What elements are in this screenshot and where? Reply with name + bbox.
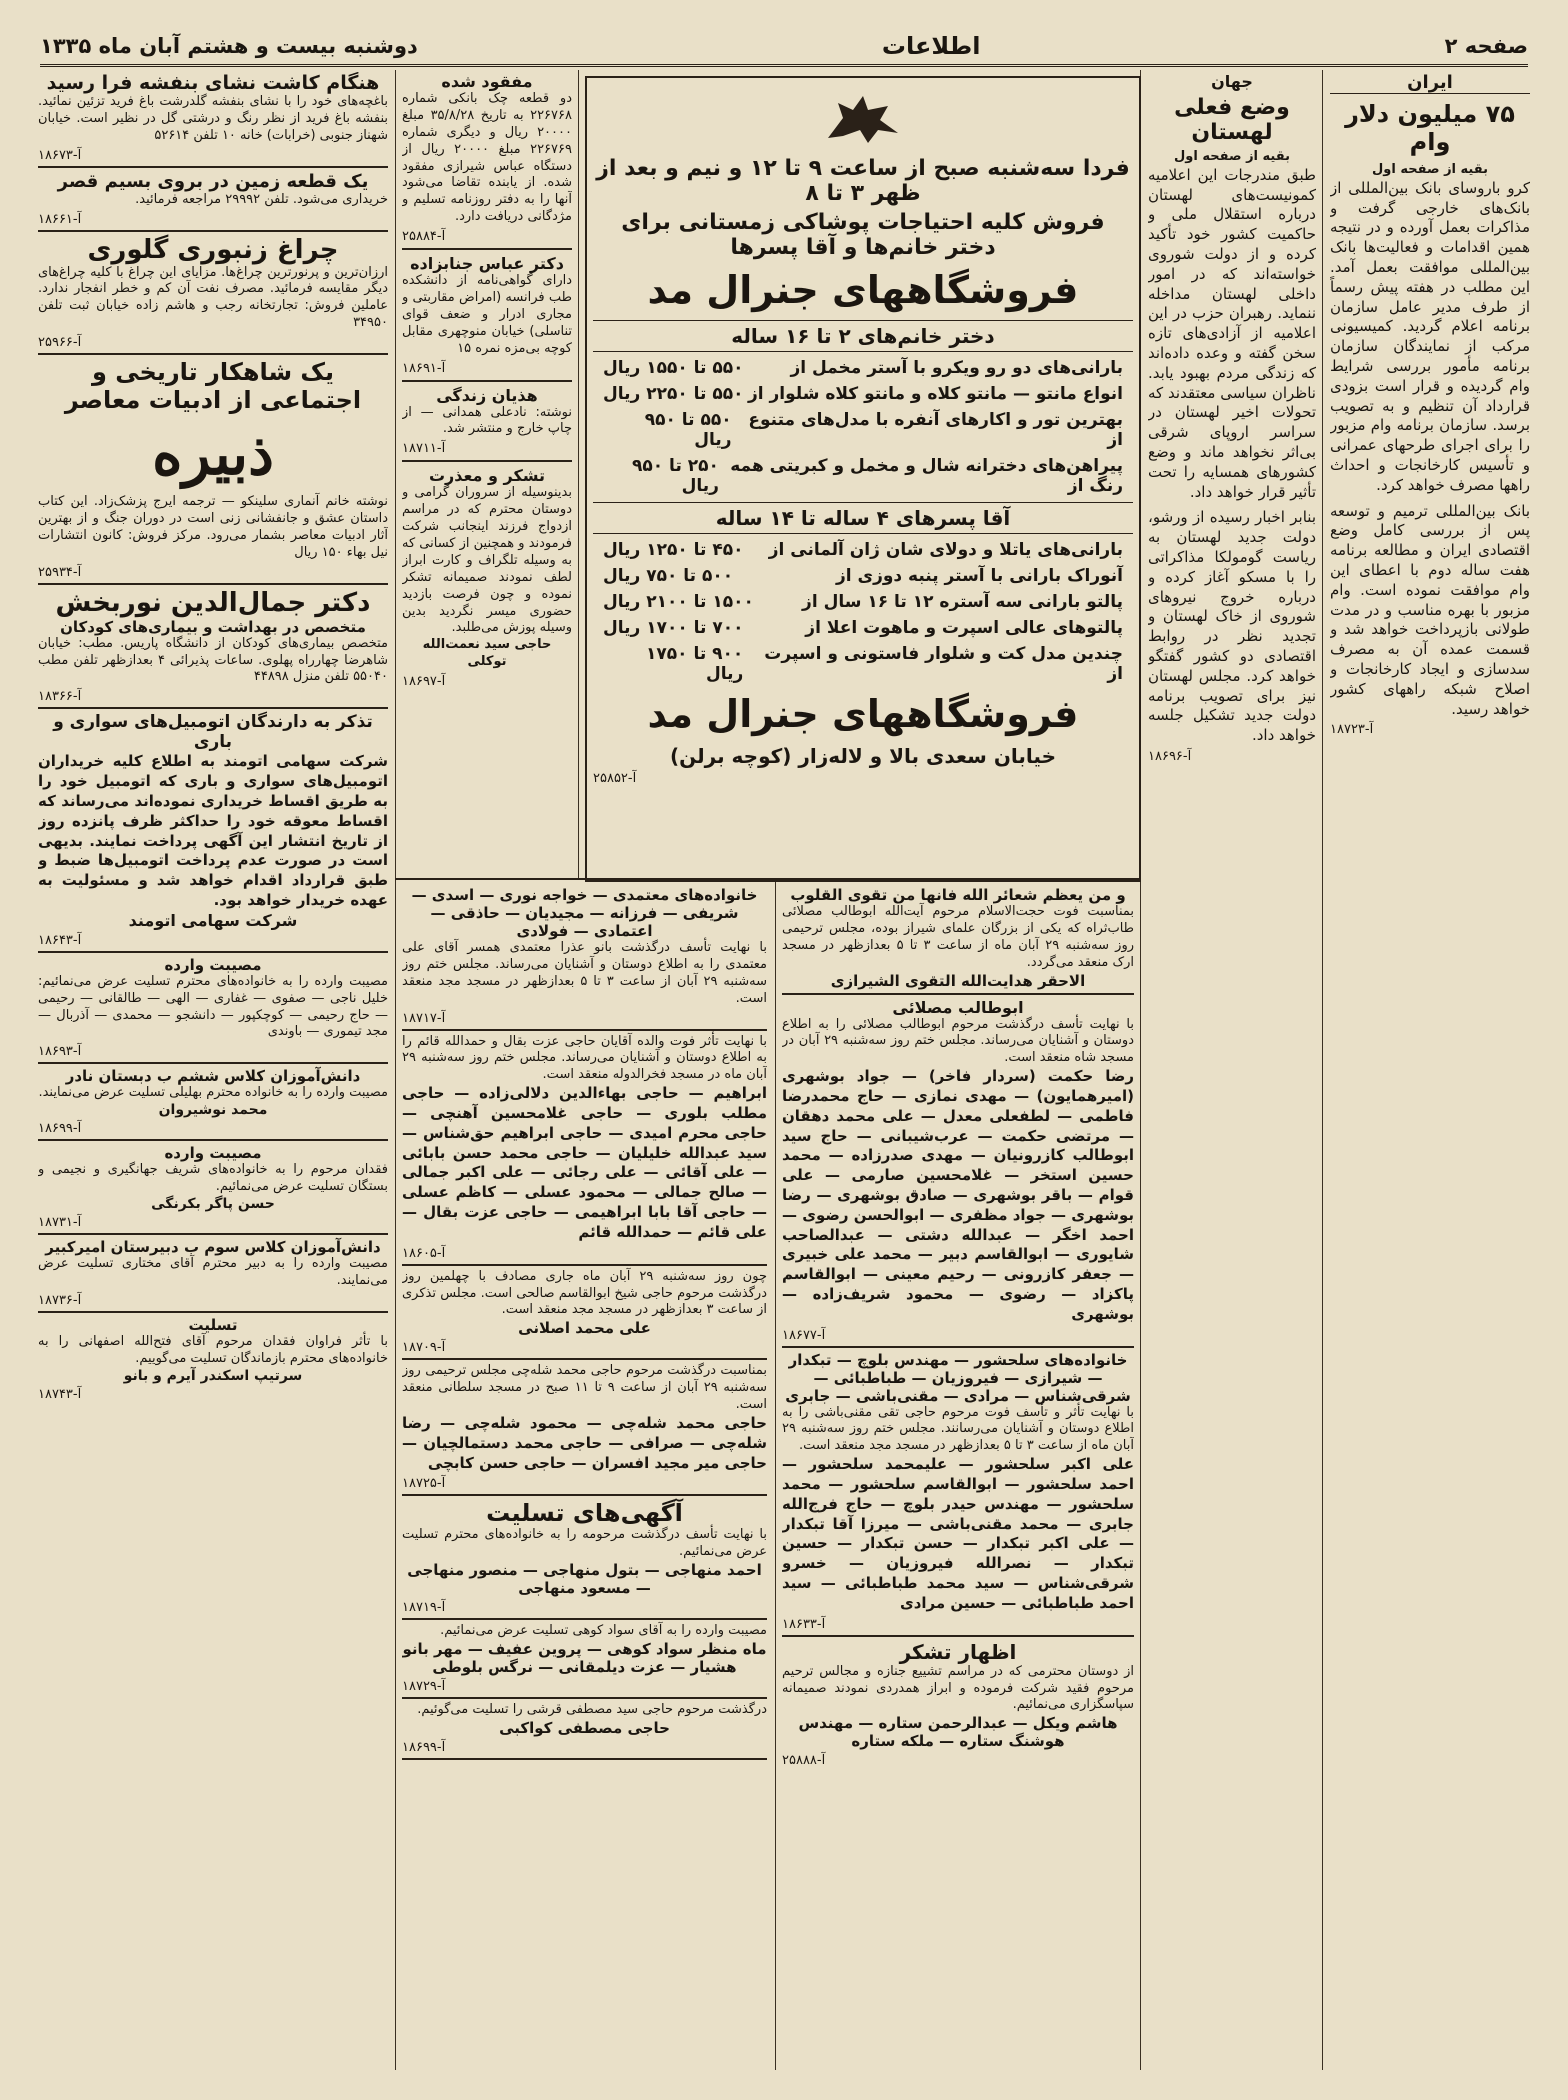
price-item: پالتوهای عالی اسپرت و ماهوت اعلا از [805,618,1123,638]
notice-body: دارای گواهی‌نامه از دانشکده طب فرانسه (امراض مقاربتی و مجاری ادرار و ضعف قوای تناسلی) خیابان منوچهری مقابل کوچه بی‌مزه نمره ۱۵ [402,273,572,356]
notice-body: با تأثر فراوان فقدان مرحوم آقای فتح‌الله اصفهانی را به خانواده‌های محترم بازماندگان تسلیت می‌گوییم. [38,1333,388,1366]
ad-reference: آ-۱۸۶۹۶ [1148,749,1192,764]
notice-title: و من یعظم شعائر الله فانها من تقوی القلوب [790,886,1126,904]
mourner-names: حاجی محمد شله‌چی — محمود شله‌چی — رضا شله‌چی — صرافی — حاجی محمد دستمالچیان — حاجی میر مجید افسران — حاجی حسن کابچی [402,1413,767,1472]
ad-title: یک قطعه زمین در بروی بسیم قصر [57,170,369,192]
notice-body: فقدان مرحوم را به خانواده‌های شریف جهانگیری و نجیمی و بستگان تسلیت عرض می‌نمائیم. [38,1162,388,1195]
price-row [603,456,1123,496]
ad-body: نوشته خانم آنماری سلینکو — ترجمه ایرج پزشک‌زاد. این کتاب داستان عشق و جانفشانی زنی است در دوران جنگ و از بهترین آثار ادبیات معاصر بشمار می‌رود. مرکز فروش: کانون انتشارات نیل بهاء ۱۵۰ ریال [38,494,388,560]
store-address: خیابان سعدی بالا و لاله‌زار (کوچه برلن) [669,744,1056,768]
divider [402,460,572,462]
griffin-logo-icon [593,88,1133,148]
notice-title: تسلیت [188,1315,238,1334]
ad-reference: آ-۱۸۶۹۱ [402,360,446,376]
notice-signature: احمد منهاجی — بتول منهاجی — منصور منهاجی — مسعود منهاجی [407,1561,762,1598]
notice-body: با نهایت تأثر فوت والده آقایان حاجی عزت بقال و حمدالله قائم را به اطلاع دوستان و آشنایان می‌رساند. مجلس ختم روز سه‌شنبه ۲۹ آبان ماه در مسجد فخرالدوله منعقد است. [402,1033,767,1083]
ad-reference: آ-۱۸۷۲۹ [402,1679,446,1695]
divider [402,1029,767,1031]
column-rule [775,880,776,2070]
price-value: ۵۰۰ تا ۷۵۰ ریال [603,566,734,586]
ad-title: هنگام کاشت نشای بنفشه فرا رسید [46,72,380,94]
price-row [603,566,1123,586]
price-list-boys [593,540,1133,684]
article-body: کرو باروسای بانک بین‌المللی از بانک‌های خارجی گرفت و مذاکرات بعمل آورده و در نتیجه همین اقدامات و فعالیت‌ها بانک بین‌المللی موافقت بعمل آمد. این مطلب در هفته پیش رسماً از طرف مدیر عامل سازمان برنامه اعلام گردید. کمیسیونی مرکب از نمایندگان سازمان برنامه مأمور بررسی شرایط وام گردیده و قرار است بزودی قرارداد آن تنظیم و به تصویب برسد. سازمان برنامه وام مزبور را برای اجرای طرحهای عمرانی و تأسیس کارخانجات و احداث راهها مصرف خواهد کرد. [1330,178,1530,494]
book-title: ذبیره [152,420,274,489]
general-mod-ad [585,76,1141,882]
notice-signature: حسن پاگر بکرنگی [151,1195,275,1212]
left-ads-column [38,72,388,2062]
price-item: بارانی‌های دو رو ویکرو با آستر مخمل از [790,358,1123,378]
price-row [603,592,1123,612]
divider [402,1618,767,1620]
notice-title: مصیبت وارده [164,1144,262,1163]
ad-reference: آ-۱۸۶۴۳ [38,932,82,948]
section-label: جهان [1211,72,1253,91]
ad-reference: آ-۱۸۷۱۱ [402,441,446,457]
mourner-names: علی اکبر سلحشور — علیمحمد سلحشور — احمد سلحشور — ابوالقاسم سلحشور — محمد سلحشور — مهندس حیدر بلوچ — حاج فرج‌الله جابری — محمد مقنی‌باشی — میرزا آقا تبکدار — علی اکبر تبکدار — حسن تبکدار — حسین تبکدار — نصرالله فیروزیان — خسرو شرقی‌شناس — سید محمد طباطبائی — سید احمد طباطبائی — حسین مرادی [782,1455,1134,1612]
notice-body: چون روز سه‌شنبه ۲۹ آبان ماه جاری مصادف با چهلمین روز درگذشت مرحوم حاجی شیخ ابوالقاسم صالحی است. مجلس تذکری از ساعت ۳ بعدازظهر در مسجد مجد منعقد است. [402,1268,767,1318]
notice-signature: محمد نوشیروان [158,1102,268,1119]
notice-body: بدینوسیله از سروران گرامی و دوستان محترم که در مراسم ازدواج فرزند اینجانب شرکت فرمودند و همچنین از کسانی که به وسیله تلگراف و کارت ابراز لطف نمودند صمیمانه تشکر نموده و چون فرصت بازدید حضوری میسر نگردید بدین وسیله پوزش می‌طلبد. [402,485,572,636]
notice-body: با نهایت تأثر و تأسف فوت مرحوم حاجی تقی مقنی‌باشی را به اطلاع دوستان و آشنایان می‌رسانند. مجلس ختم روز سه‌شنبه ۲۹ آبان ماه از ساعت ۳ تا ۵ بعدازظهر در مسجد مجد منعقد است. [782,1404,1134,1454]
masthead [40,28,1528,67]
continued-note: بقیه از صفحه اول [1372,162,1488,177]
ad-reference: آ-۱۸۶۹۹ [38,1121,82,1137]
price-row [603,358,1123,378]
divider [402,380,572,382]
ad-reference: آ-۱۸۷۲۳ [1330,722,1374,738]
price-item: چندین مدل کت و شلوار فاستونی و اسپرت از [764,644,1123,684]
divider [782,1346,1134,1348]
ad-reference: آ-۱۸۶۹۹ [402,1739,446,1755]
section-divider [395,878,1140,880]
price-list-girls [593,358,1133,496]
iran-column [1330,72,1530,2062]
ad-subheading: دختر خانم‌های ۲ تا ۱۶ ساله [593,320,1133,352]
notice-body: مصیبت وارده را به خانواده محترم بهلیلی تسلیت عرض می‌نمایند. [38,1085,388,1101]
notices-narrow-column [402,72,572,872]
price-value: ۲۵۰ تا ۹۵۰ ریال [632,456,719,496]
price-value: ۹۰۰ تا ۱۷۵۰ ریال [646,644,744,684]
ad-body: متخصص بیماری‌های کودکان از دانشگاه پاریس. مطب: خیابان شاهرضا چهارراه پهلوی. ساعات پذیرائی ۴ بعدازظهر تلفن مطب ۵۵۰۴۰ تلفن منزل ۴۴۸۹۸ [38,635,388,685]
price-item: آنوراک بارانی با آستر پنبه دوزی از [835,566,1123,586]
notice-signature: سرتیپ اسکندر آیرم و بانو [123,1367,303,1384]
price-item: پیراهن‌های دخترانه شال و مخمل و کبریتی همه رنگ از [730,456,1123,496]
divider [38,707,388,709]
ad-reference: آ-۱۸۶۰۵ [402,1245,446,1261]
divider [402,1358,767,1360]
mourner-names: ابراهیم — حاجی بهاءالدین دلالی‌زاده — حاجی مطلب بلوری — حاجی غلامحسین آهنچی — حاجی محرم امیدی — حاجی ابراهیم حق‌شناس — سید عبدالله خلیلیان — حاجی محمد حسن بابائی — علی آقائی — علی رجائی — علی اکبر جمالی — صالح جمالی — محمود عسلی — کاظم عسلی — حاجی آقا بابا ابراهیمی — حاجی عزت بقال — علی قائم — حمدالله قائم [402,1084,767,1241]
price-value: ۴۵۰ تا ۱۲۵۰ ریال [603,540,744,560]
ad-headline: فردا سه‌شنبه صبح از ساعت ۹ تا ۱۲ و نیم و بعد از ظهر ۳ تا ۸ [596,156,1130,206]
article-body-continued: بانک بین‌المللی ترمیم و توسعه پس از بررسی کامل وضع اقتصادی ایران و مطالعه برنامه هفت ساله دوم با اعطای این وام موافقت نموده است. وام مزبور با بهره مناسب و در مدت طولانی بازپرداخت خواهد شد و قسمت عمده آن به مصرف سدسازی و ایجاد کارخانجات و اصلاح شبکه راههای کشور خواهد رسید. [1330,501,1530,718]
divider [38,951,388,953]
price-row [603,644,1123,684]
notice-title: خانواده‌های معتمدی — خواجه نوری — اسدی — شریفی — فرزانه — مجیدیان — حاذقی — اعتمادی — فولادی [411,886,758,940]
ad-reference: آ-۱۸۷۲۵ [402,1476,446,1492]
price-value: ۵۵۰ تا ۹۵۰ ریال [644,410,732,450]
divider [38,1311,388,1313]
ad-reference: آ-۱۸۷۱۷ [402,1010,446,1026]
divider [402,1494,767,1496]
notice-title: ابوطالب مصلائی [892,997,1024,1017]
notice-title: خانواده‌های سلحشور — مهندس بلوچ — تبکدار — شیرازی — فیروزیان — طباطبائی — شرقی‌شناس — مرادی — مقنی‌باشی — جابری [785,1350,1131,1405]
ad-title: اجتماعی از ادبیات معاصر [64,386,362,415]
notice-body: بمناسبت فوت حجت‌الاسلام مرحوم آیت‌الله ابوطالب مصلائی طاب‌ثراه که یکی از بزرگان علمای شیراز بوده، مجلس ترحیمی روز سه‌شنبه ۲۹ آبان ماه از ساعت ۳ تا ۵ بعدازظهر در مسجد ارک منعقد می‌گردد. [782,904,1134,970]
ad-reference: آ-۲۵۸۸۴ [402,229,446,245]
notice-signature: حاجی مصطفی کواکبی [499,1718,670,1737]
price-value: ۱۵۰۰ تا ۲۱۰۰ ریال [603,592,754,612]
article-body: طبق مندرجات این اعلامیه کمونیست‌های لهستان درباره استقلال ملی و حاکمیت کشور خود تأکید کرده و از دولت شوروی خواسته‌اند که در امور داخلی لهستان مداخله ننماید. رهبران حزب در این اعلامیه از آزادی‌های تازه سخن گفته و وعده داده‌اند که زندگی مردم بهبود یابد. ناظران سیاسی معتقدند که تحولات اخیر لهستان در سراسر اروپای شرقی بی‌اثر نخواهد ماند و وضع کشورهای همسایه را تحت تأثیر قرار خواهد داد. [1148,165,1316,501]
price-row [603,618,1123,638]
ad-subheading: آقا پسرهای ۴ ساله تا ۱۴ ساله [593,502,1133,534]
notice-body: با نهایت تأسف درگذشت مرحوم ابوطالب مصلائی را به اطلاع دوستان و آشنایان می‌رساند. مجلس ختم روز سه‌شنبه ۲۹ آبان در مسجد شاه منعقد است. [782,1016,1134,1066]
store-name: فروشگاههای جنرال مد [647,268,1079,312]
ad-title: دکتر جمال‌الدین نوربخش [55,587,371,618]
ad-reference: آ-۱۸۶۶۱ [38,211,82,227]
notice-title: هذیان زندگی [436,385,538,405]
ad-reference: آ-۱۸۷۳۱ [38,1214,82,1230]
ad-body: ارزان‌ترین و پرنورترین چراغ‌ها. مزایای این چراغ با کلیه چراغ‌های دیگر مقایسه فرمائید. مصرف نفت آن کم و خطر انفجار ندارد. عاملین فروش: تجارتخانه رجب و هاشم زاده خیابان ثبت تلفن ۳۴۹۵۰ [38,264,388,331]
divider [38,1139,388,1141]
divider [38,353,388,355]
ad-title: تذکر به دارندگان اتومبیل‌های سواری و باری [53,712,373,753]
price-row [603,540,1123,560]
price-row [603,384,1123,404]
ad-reference: آ-۲۵۸۸۸ [782,1753,826,1769]
notice-signature: علی محمد اصلانی [518,1319,651,1338]
ad-reference: آ-۱۸۷۱۹ [402,1600,446,1616]
section-label: ایران [1330,72,1530,94]
column-rule [395,70,396,2070]
divider [38,1233,388,1235]
price-item: انواع مانتو — مانتو کلاه و مانتو کلاه شلوار از [747,384,1123,404]
price-value: ۵۵۰ تا ۱۵۵۰ ریال [603,358,744,378]
ad-reference: آ-۱۸۶۹۷ [402,674,446,690]
notice-title: دانش‌آموزان کلاس ششم ب دبستان نادر [65,1067,361,1086]
ad-body: باغچه‌های خود را با نشای بنفشه گلدرشت باغ فرید تزئین نمائید. بنفشه باغ فرید از نظر رنگ و درشتی گل در نظیر است. خیابان شهناز جنوبی (خرابات) خانه ۱۰ تلفن ۵۲۶۱۴ [38,94,388,143]
issue-date: دوشنبه بیست و هشتم آبان ماه ۱۳۳۵ [40,34,418,58]
divider [38,166,388,168]
notice-body: درگذشت مرحوم حاجی سید مصطفی قرشی را تسلیت می‌گوئیم. [417,1702,767,1718]
ad-signature: شرکت سهامی اتومند [128,910,298,930]
notice-title: مصیبت وارده [164,955,262,974]
notice-body: با نهایت تأسف درگذشت مرحومه را به خانواده‌های محترم تسلیت عرض می‌نمائیم. [402,1527,767,1560]
divider [782,993,1134,995]
notice-title: مفقود شده [441,72,533,91]
ad-headline: فروش کلیه احتیاجات پوشاکی زمستانی برای دختر خانم‌ها و آقا پسرها [621,210,1105,260]
notice-body: دو قطعه چک بانکی شماره ۲۲۶۷۶۸ به تاریخ ۳۵/۸/۲۸ مبلغ ۲۰۰۰۰ ریال و دیگری شماره ۲۲۶۷۶۹ مبلغ ۲۰۰۰۰ ریال از دستگاه عباس شیرازی مفقود شده. از یابنده تقاضا می‌شود آنها را به دفتر روزنامه تسلیم و مژدگانی دریافت دارد. [402,91,572,225]
divider [402,248,572,250]
ad-body: خریداری می‌شود. تلفن ۲۹۹۹۲ مراجعه فرمائید. [135,191,388,207]
ad-reference: آ-۲۵۹۳۴ [38,564,82,580]
notice-body: از دوستان محترمی که در مراسم تشییع جنازه و مجالس ترحیم مرحوم فقید شرکت فرموده و ابراز همدردی نمودند صمیمانه سپاسگزاری می‌نمائیم. [782,1663,1134,1713]
condolence-list [402,1527,767,1760]
ad-reference: آ-۱۸۷۰۹ [402,1340,446,1356]
ad-reference: آ-۱۸۶۷۷ [782,1327,826,1343]
ad-title: چراغ زنبوری گلوری [87,234,339,265]
small-notices-list [38,951,388,1402]
price-item: پالتو بارانی سه آستره ۱۲ تا ۱۶ سال از [802,592,1123,612]
article-title: ۷۵ میلیون دلار وام [1345,100,1515,156]
ad-reference: آ-۱۸۷۴۳ [38,1386,82,1402]
notice-signature: ماه منظر سواد کوهی — پروین عفیف — مهر بانو هشیار — عزت دیلمقانی — نرگس بلوطی [402,1640,767,1677]
price-item: بهترین تور و اکارهای آنفره با مدل‌های متنوع از [748,410,1123,450]
ad-reference: آ-۲۵۹۶۶ [38,335,82,351]
store-name: فروشگاههای جنرال مد [647,692,1079,736]
page-number: صفحه ۲ [1444,34,1528,58]
section-title: آگهی‌های تسلیت [486,1499,683,1528]
notice-title: اظهار تشکر [899,1639,1017,1664]
article-body-continued: بنابر اخبار رسیده از ورشو، دولت جدید لهستان به ریاست گومولکا مذاکراتی را با مسکو آغاز کرده و درباره خروج نیروهای شوروی از خاک لهستان و تجدید نظر در روابط اقتصادی دو کشور گفتگو خواهد کرد. مجلس لهستان نیز برای تصویب برنامه دولت جدید تشکیل جلسه خواهد داد. [1148,508,1316,745]
ad-title: یک شاهکار تاریخی و [91,358,335,387]
divider [782,1635,1134,1637]
notice-body: مصیبت وارده را به خانواده‌های محترم تسلیت عرض می‌نمائیم: خلیل ناجی — صفوی — غفاری — الهی — طالقانی — رحیمی — حاج رحیمی — کوچکپور — دانشجو — محمدی — آذربال — مجد تیموری — باوندی [38,973,388,1040]
price-item: بارانی‌های یاتلا و دولای شان ژان آلمانی از [768,540,1123,560]
ad-reference: آ-۱۸۶۳۳ [782,1616,826,1632]
notice-body: با نهایت تأسف درگذشت بانو عذرا معتمدی همسر آقای علی معتمدی را به اطلاع دوستان و آشنایان می‌رساند. مجلس ختم روز سه‌شنبه ۲۹ آبان از ساعت ۳ تا ۵ بعدازظهر در مسجد مجد منعقد است. [402,940,767,1006]
column-rule [1322,70,1323,2070]
ad-subtitle: متخصص در بهداشت و بیماری‌های کودکان [60,617,366,636]
notice-signature: الاحقر هدایت‌الله التقوی الشیرازی [830,971,1086,990]
ad-reference: آ-۱۸۶۹۳ [38,1044,82,1060]
world-column [1148,72,1316,2062]
ad-reference: آ-۱۸۶۷۳ [38,147,82,163]
notice-body: بمناسبت درگذشت مرحوم حاجی محمد شله‌چی مجلس ترحیمی روز سه‌شنبه ۲۹ آبان از ساعت ۹ تا ۱۱ صبح در مسجد سلطانی منعقد است. [402,1363,767,1413]
continued-note: بقیه از صفحه اول [1174,149,1290,164]
column-rule [578,70,579,880]
notice-signature: هاشم ویکل — عبدالرحمن ستاره — مهندس هوشنگ ستاره — ملکه ستاره [798,1714,1118,1751]
notice-title: دکتر عباس جنابزاده [410,254,564,274]
notice-title: تشکر و معذرت [428,466,546,486]
divider [402,1697,767,1699]
ad-reference: آ-۱۸۷۳۶ [38,1292,82,1308]
ad-reference: آ-۱۸۳۶۶ [38,689,82,705]
notice-body: نوشته: نادعلی همدانی — از چاپ خارج و منتشر شد. [402,404,572,437]
mourner-names: رضا حکمت (سردار فاخر) — جواد بوشهری (امیرهمایون) — مهدی نمازی — حاج محمدرضا فاطمی — لطفعلی معدل — علی محمد دهقان — مرتضی حکمت — عرب‌شیبانی — حاج سید ابوطالب کازرونیان — مهدی صدرزاده — محمد حسین استخر — غلامحسین صارمی — علی قوام — باقر بوشهری — صادق بوشهری — رضا بوشهری — جواد مظفری — ابوالحسن رضوی — احمد اخگر — عبدالله دشتی — عبدالصاحب شایوری — ابوالقاسم دبیر — محمد علی خبیری — جعفر کازرونی — رحیم معینی — ابوالقاسم پاکزاد — رضوی — محمود شریف‌زاده — بوشهری [782,1067,1134,1323]
ad-body: شرکت سهامی اتومند به اطلاع کلیه خریداران اتومبیل‌های سواری و باری که اتومبیل خود را به طریق اقساط خریداری نموده‌اند می‌رساند که اقساط معوقه خود را حداکثر ظرف پانزده روز از تاریخ انتشار این آگهی پرداخت نمایند. بدیهی است در صورت عدم پرداخت اتومبیل‌ها ضبط و طبق قرارداد اقدام خواهد شد و مسئولیت به عهده خریدار خواهد بود. [38,752,388,909]
funeral-notices-left [402,886,767,2066]
ad-reference: آ-۲۵۸۵۲ [593,771,637,786]
divider [38,583,388,585]
price-row [603,410,1123,450]
article-title: وضع فعلی لهستان [1174,95,1290,145]
notice-title: دانش‌آموزان کلاس سوم ب دبیرستان امیرکبیر [45,1237,381,1256]
notice-signature: حاجی سید نعمت‌الله توکلی [422,637,552,670]
paper-name: اطلاعات [881,32,981,60]
divider [38,230,388,232]
funeral-notices-right [782,886,1134,2066]
divider [402,1264,767,1266]
price-value: ۷۰۰ تا ۱۷۰۰ ریال [603,618,744,638]
notice-body: مصیبت وارده را به دبیر محترم آقای مختاری تسلیت عرض می‌نمایند. [38,1255,388,1288]
price-value: ۵۵۰ تا ۲۲۵۰ ریال [603,384,744,404]
notice-body: مصیبت وارده را به آقای سواد کوهی تسلیت عرض می‌نمائیم. [440,1623,767,1639]
divider [38,1062,388,1064]
divider [402,1758,767,1760]
